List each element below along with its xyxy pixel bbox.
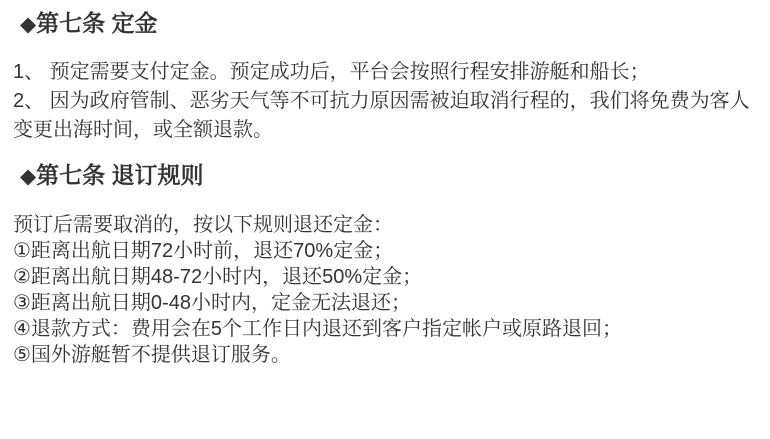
deposit-terms-block [0,58,770,145]
diamond-bullet-icon: ◆ [20,13,37,36]
deposit-term-line-1: 1、 预定需要支付定金。预定成功后，平台会按照行程安排游艇和船长； [13,61,650,83]
refund-rule-2: ②距离出航日期48-72小时内，退还50%定金； [13,266,423,288]
deposit-term-line-3: 变更出海时间，或全额退款。 [13,119,273,141]
section-heading-refund-rules-text: 第七条 退订规则 [36,162,204,188]
section-heading-refund-rules [0,160,770,192]
refund-rules-block [0,212,770,368]
refund-rule-intro: 预订后需要取消的，按以下规则退还定金： [13,214,393,236]
diamond-bullet-icon: ◆ [20,165,37,188]
refund-rule-5: ⑤国外游艇暂不提供退订服务。 [13,344,291,366]
refund-rule-1: ①距离出航日期72小时前，退还70%定金； [13,240,394,262]
section-heading-deposit-text: 第七条 定金 [36,10,158,36]
section-heading-deposit [0,0,770,40]
refund-rule-4: ④退款方式：费用会在5个工作日内退还到客户指定帐户或原路退回； [13,318,623,340]
deposit-term-line-2: 2、 因为政府管制、恶劣天气等不可抗力原因需被迫取消行程的，我们将免费为客人 [13,90,750,112]
refund-rule-3: ③距离出航日期0-48小时内，定金无法退还； [13,292,411,314]
